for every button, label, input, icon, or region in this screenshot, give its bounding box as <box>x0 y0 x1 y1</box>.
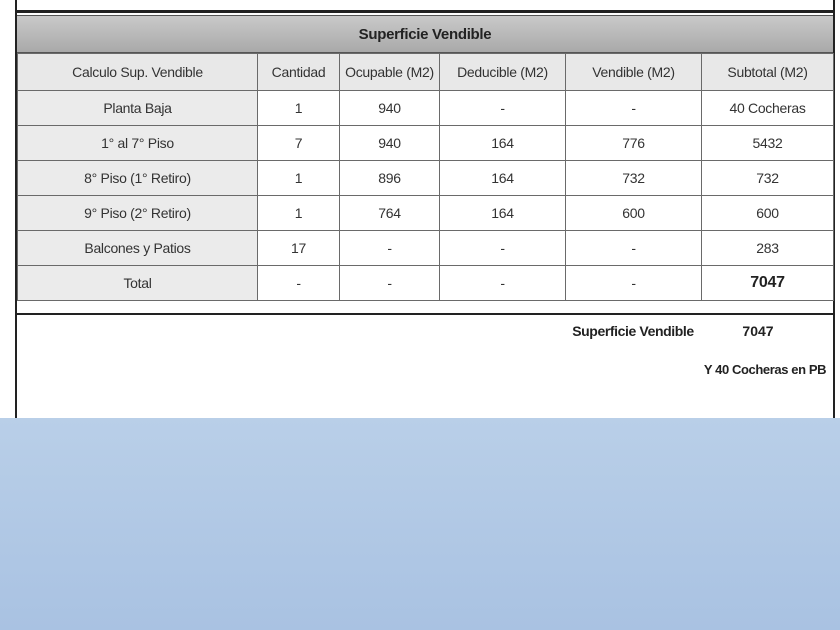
cell-ocupable: - <box>340 231 440 266</box>
top-divider <box>15 10 835 13</box>
header-calculo: Calculo Sup. Vendible <box>18 54 258 91</box>
table-row <box>18 91 834 126</box>
cell-cantidad: 1 <box>258 196 340 231</box>
cell-cantidad: 1 <box>258 91 340 126</box>
row-label: 9° Piso (2° Retiro) <box>18 196 258 231</box>
cell-deducible: - <box>440 266 566 301</box>
cell-deducible: 164 <box>440 161 566 196</box>
summary-label: Superficie Vendible <box>572 323 694 339</box>
cell-ocupable: 764 <box>340 196 440 231</box>
cell-vendible: 732 <box>566 161 702 196</box>
cell-vendible: 600 <box>566 196 702 231</box>
cell-ocupable: 940 <box>340 91 440 126</box>
summary-value: 7047 <box>742 323 774 339</box>
header-vendible: Vendible (M2) <box>566 54 702 91</box>
row-label: 8° Piso (1° Retiro) <box>18 161 258 196</box>
table-header-row <box>18 54 834 91</box>
table-row <box>18 196 834 231</box>
cell-ocupable: 940 <box>340 126 440 161</box>
row-label: Balcones y Patios <box>18 231 258 266</box>
table-title: Superficie Vendible <box>17 15 833 53</box>
header-deducible: Deducible (M2) <box>440 54 566 91</box>
cell-vendible: - <box>566 266 702 301</box>
row-label: 1° al 7° Piso <box>18 126 258 161</box>
cell-vendible: 776 <box>566 126 702 161</box>
cell-deducible: - <box>440 231 566 266</box>
cell-subtotal-total: 7047 <box>702 266 834 301</box>
cell-vendible: - <box>566 91 702 126</box>
slide-background-band <box>0 418 840 630</box>
table-row <box>18 231 834 266</box>
cell-cantidad: 7 <box>258 126 340 161</box>
header-subtotal: Subtotal (M2) <box>702 54 834 91</box>
cell-subtotal: 40 Cocheras <box>702 91 834 126</box>
table-row <box>18 126 834 161</box>
table-total-row <box>18 266 834 301</box>
cell-cantidad: 1 <box>258 161 340 196</box>
cell-vendible: - <box>566 231 702 266</box>
cell-deducible: 164 <box>440 196 566 231</box>
cell-subtotal: 732 <box>702 161 834 196</box>
cell-cantidad: 17 <box>258 231 340 266</box>
cell-subtotal: 283 <box>702 231 834 266</box>
table-bottom-divider <box>15 313 835 315</box>
cell-cantidad: - <box>258 266 340 301</box>
table-row <box>18 161 834 196</box>
row-label: Planta Baja <box>18 91 258 126</box>
cell-ocupable: - <box>340 266 440 301</box>
cell-subtotal: 5432 <box>702 126 834 161</box>
cell-deducible: 164 <box>440 126 566 161</box>
row-label: Total <box>18 266 258 301</box>
cell-subtotal: 600 <box>702 196 834 231</box>
header-cantidad: Cantidad <box>258 54 340 91</box>
summary-note: Y 40 Cocheras en PB <box>703 362 827 377</box>
surface-table <box>17 53 834 301</box>
header-ocupable: Ocupable (M2) <box>340 54 440 91</box>
cell-deducible: - <box>440 91 566 126</box>
cell-ocupable: 896 <box>340 161 440 196</box>
